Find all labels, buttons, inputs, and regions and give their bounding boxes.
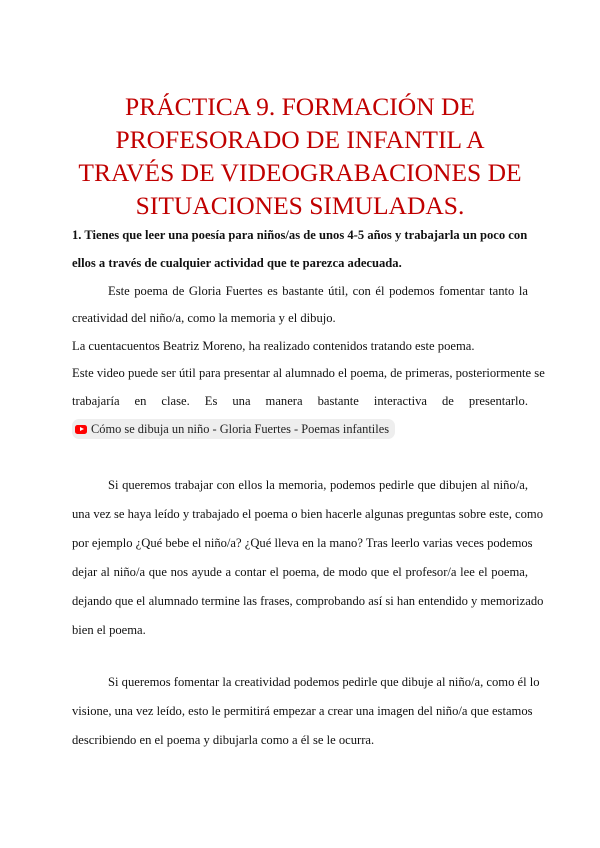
youtube-icon [75, 425, 87, 434]
title-line: PRÁCTICA 9. FORMACIÓN DE [125, 92, 475, 121]
paragraph-line: describiendo en el poema y dibujarla como a él se le ocurra. [72, 733, 375, 747]
paragraph-line: Si queremos trabajar con ellos la memoria, podemos pedirle que dibujen al niño/a, [108, 478, 528, 492]
question-line: ellos a través de cualquier actividad que te parezca adecuada. [72, 256, 402, 270]
paragraph-line: dejando que el alumnado termine las frases, comprobando así si han entendido y memorizado [72, 594, 544, 608]
title-line: SITUACIONES SIMULADAS. [135, 191, 465, 220]
paragraph-line: trabajaría en clase. Es una manera bastante interactiva de presentarlo. [72, 394, 528, 408]
paragraph-line: Este video puede ser útil para presentar al alumnado el poema, de primeras, posteriormente se [72, 366, 545, 380]
paragraph-line: Este poema de Gloria Fuertes es bastante útil, con él podemos fomentar tanto la [108, 284, 528, 298]
document-title [60, 90, 540, 222]
paragraph-line: bien el poema. [72, 623, 146, 637]
paragraph-line: Si queremos fomentar la creatividad podemos pedirle que dibuje al niño/a, como él lo [108, 675, 540, 689]
paragraph-line: una vez se haya leído y trabajado el poema o bien hacerle algunas preguntas sobre este, como [72, 507, 544, 521]
title-line: TRAVÉS DE VIDEOGRABACIONES DE [78, 158, 522, 187]
video-link-label: Cómo se dibuja un niño - Gloria Fuertes - Poemas infantiles [91, 421, 390, 436]
paragraph-line: dejar al niño/a que nos ayude a contar el poema, de modo que el profesor/a lee el poema, [72, 565, 528, 579]
question-line: 1. Tienes que leer una poesía para niños/as de unos 4-5 años y trabajarla un poco con [72, 228, 528, 242]
paragraph-line: La cuentacuentos Beatriz Moreno, ha realizado contenidos tratando este poema. [72, 339, 475, 353]
paragraph-line: por ejemplo ¿Qué bebe el niño/a? ¿Qué lleva en la mano? Tras leerlo varias veces podemos [72, 536, 533, 550]
paragraph-line: visione, una vez leído, esto le permitirá empezar a crear una imagen del niño/a que estamos [72, 704, 533, 718]
paragraph-line: creatividad del niño/a, como la memoria y el dibujo. [72, 311, 336, 325]
title-line: PROFESORADO DE INFANTIL A [115, 125, 485, 154]
video-link-chip[interactable] [72, 419, 395, 439]
